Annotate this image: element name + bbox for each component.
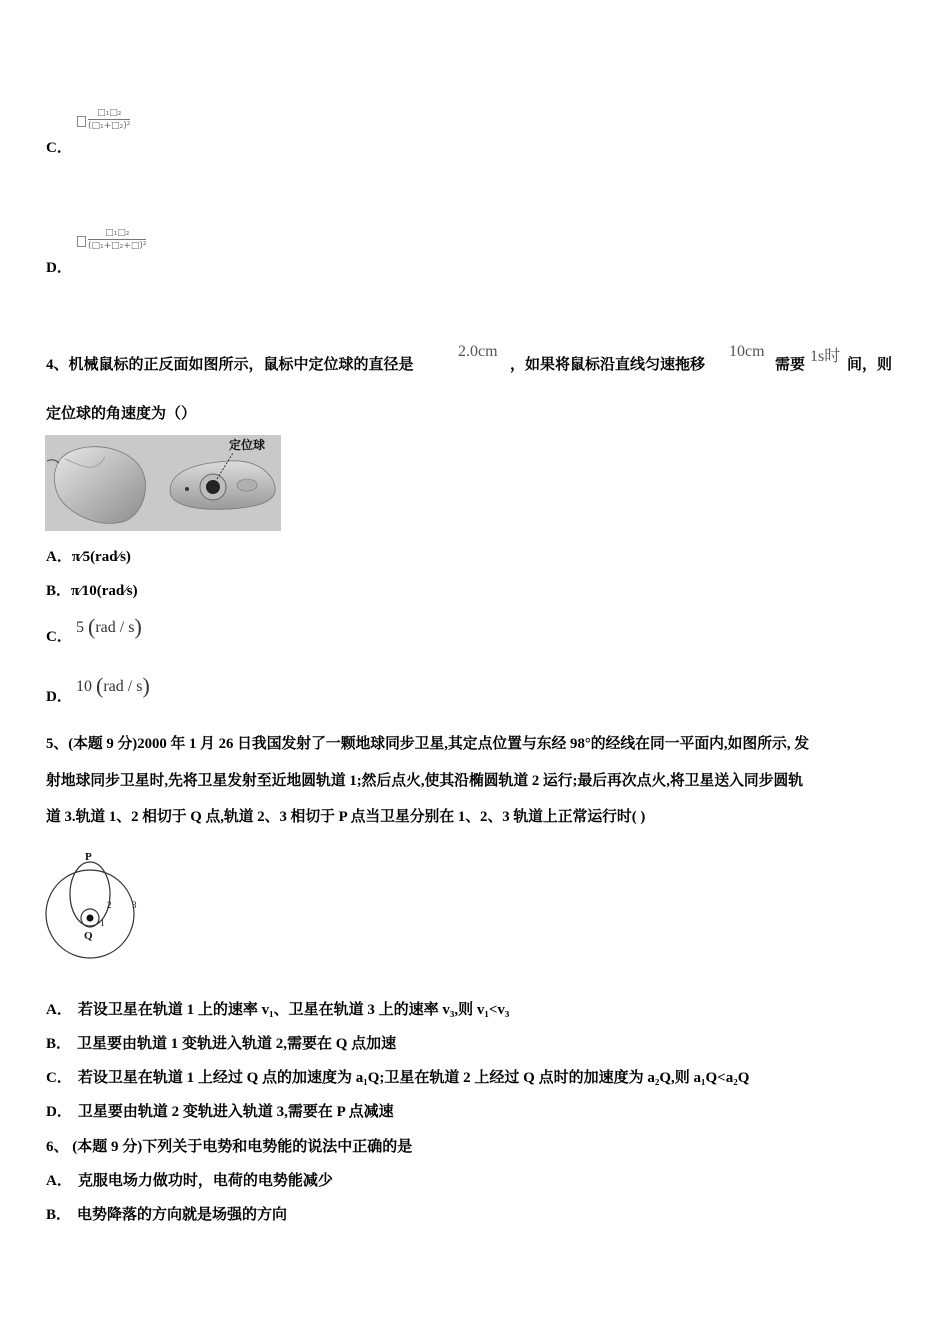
fraction-numerator: □₁□₂: [88, 108, 130, 120]
q5-stem-line3: 道 3.轨道 1、2 相切于 Q 点,轨道 2、3 相切于 P 点当卫星分别在 1、2、3 轨道上正常运行时( ): [46, 809, 646, 825]
q5-option-a: [46, 1000, 509, 1020]
q4-option-a-label: A．: [46, 549, 72, 565]
fraction-denominator: (□₁+□₂+□)²: [88, 241, 147, 251]
q4-option-d-unit: rad / s: [103, 678, 143, 695]
label-p: P: [85, 851, 92, 863]
mouse-cable: [47, 460, 59, 463]
label-1: 1: [100, 918, 105, 928]
q4-option-c-value: 5 (rad / s): [76, 614, 142, 639]
q4-time-value: 1s时: [810, 348, 841, 365]
positioning-ball-label: 定位球: [229, 438, 266, 452]
q5-option-d-label: D．: [46, 1104, 72, 1120]
q4-option-c-label: C．: [46, 629, 72, 645]
q5-stem-line2: 射地球同步卫星时,先将卫星发射至近地圆轨道 1;然后点火,使其沿椭圆轨道 2 运行;最后再次点火,将卫星送入同步圆轨: [46, 773, 804, 789]
q6-stem: 6、 (本题 9 分)下列关于电势和电势能的说法中正确的是: [46, 1139, 413, 1155]
q4-option-b: [46, 581, 138, 601]
q4-option-b-label: B．: [46, 583, 72, 599]
q4-option-a-text: π⁄5(rad⁄s): [71, 549, 131, 565]
q5-option-d-text: 卫星要由轨道 2 变轨进入轨道 3,需要在 P 点减速: [77, 1104, 394, 1120]
q3-option-c-label: C．: [46, 140, 72, 156]
q6-option-b: [46, 1205, 287, 1225]
q4-stem: [46, 340, 906, 380]
q6-option-b-label: B．: [46, 1207, 72, 1223]
fraction-denominator: (□₁+□₂)²: [88, 121, 131, 131]
q4-distance-value: 10cm: [729, 343, 765, 360]
mouse-ball: [206, 480, 220, 494]
q6-option-b-text: 电势降落的方向就是场强的方向: [77, 1207, 288, 1223]
q5-stem-line1: 5、(本题 9 分)2000 年 1 月 26 日我国发射了一颗地球同步卫星,其定点位置与东经 98°的经线在同一平面内,如图所示, 发: [46, 736, 810, 752]
q4-stem-part4: 间，则: [847, 357, 893, 373]
label-q: Q: [84, 930, 93, 942]
q5-option-c-text: 若设卫星在轨道 1 上经过 Q 点的加速度为 a₁Q;卫星在轨道 2 上经过 Q 点时的加速度为 a₂Q,则 a₁Q<a₂Q: [77, 1070, 750, 1086]
label-3: 3: [132, 900, 137, 910]
q3-option-d: [46, 228, 266, 278]
mouse-dot: [185, 487, 189, 491]
orbit-figure: [44, 846, 144, 970]
q4-stem-part3: 需要: [775, 357, 806, 373]
q4-diameter-value: 2.0cm: [458, 343, 498, 360]
q4-option-d-label: D．: [46, 689, 72, 705]
q3-option-c-fraction: [88, 108, 130, 132]
q5-option-b-label: B．: [46, 1036, 72, 1052]
q4-option-d: [46, 672, 246, 708]
q4-option-b-text: π⁄10(rad⁄s): [71, 583, 138, 599]
q4-option-a: [46, 547, 131, 567]
orbit-diagram: [44, 846, 144, 970]
q5-option-d: [46, 1102, 394, 1122]
q5-option-a-label: A．: [46, 1002, 72, 1018]
q5-option-c-label: C．: [46, 1070, 72, 1086]
mouse-top-body: [54, 447, 145, 524]
placeholder-glyph: [77, 116, 86, 127]
mouse-illustration: [45, 435, 281, 531]
fraction-numerator: □₁□₂: [88, 228, 146, 240]
q4-stem-part1: 4、机械鼠标的正反面如图所示，鼠标中定位球的直径是: [46, 357, 414, 373]
q4-stem-line2: 定位球的角速度为（）: [46, 406, 197, 422]
placeholder-glyph: [77, 236, 86, 247]
q4-option-c-number: 5: [76, 619, 84, 636]
q6-option-a-text: 克服电场力做功时，电荷的电势能减少: [77, 1173, 333, 1189]
q4-option-c: [46, 612, 246, 648]
mouse-pad: [237, 479, 257, 491]
q3-option-d-fraction: [88, 228, 146, 252]
q5-option-b-text: 卫星要由轨道 1 变轨进入轨道 2,需要在 Q 点加速: [77, 1036, 397, 1052]
q4-option-d-number: 10: [76, 678, 92, 695]
q5-option-c: [46, 1068, 749, 1088]
q5-option-b: [46, 1034, 396, 1054]
q3-option-c: [46, 108, 246, 158]
q3-option-d-label: D．: [46, 260, 72, 276]
orbit-3-circle: [46, 870, 134, 958]
mouse-figure: [45, 435, 281, 531]
label-2: 2: [107, 900, 112, 910]
q5-option-a-text: 若设卫星在轨道 1 上的速率 v₁、卫星在轨道 3 上的速率 v₃,则 v₁<v₃: [77, 1002, 510, 1018]
q6-option-a-label: A．: [46, 1173, 72, 1189]
earth: [87, 915, 94, 922]
q4-option-d-value: 10 (rad / s): [76, 673, 150, 698]
q4-option-c-unit: rad / s: [95, 619, 135, 636]
q4-stem-part2: ，如果将鼠标沿直线匀速拖移: [510, 357, 706, 373]
q6-option-a: [46, 1171, 333, 1191]
